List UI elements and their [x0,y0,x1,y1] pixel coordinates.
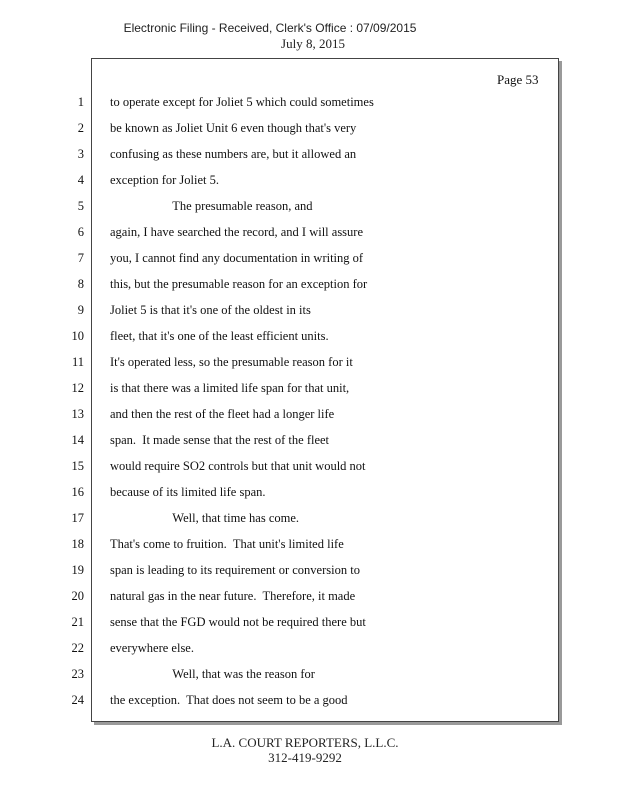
line-number: 16 [71,485,84,499]
line-text: Well, that time has come. [110,511,300,525]
line-number: 4 [77,173,84,187]
line-text: again, I have searched the record, and I will assure [110,225,364,239]
line-text: to operate except for Joliet 5 which could sometimes [110,95,374,109]
line-number: 6 [77,225,84,239]
transcript-date: July 8, 2015 [281,36,345,51]
line-text: is that there was a limited life span for that unit, [110,381,350,395]
line-number: 3 [77,147,84,161]
line-number: 24 [71,693,84,707]
page-number: Page 53 [497,72,539,87]
line-number: 7 [77,251,84,265]
line-number: 9 [77,303,84,317]
filing-stamp: Electronic Filing - Received, Clerk's Office : 07/09/2015 [123,21,417,35]
line-number: 23 [71,667,84,681]
line-text: It's operated less, so the presumable reason for it [110,355,353,369]
line-text: and then the rest of the fleet had a longer life [110,407,335,421]
line-text: everywhere else. [110,641,194,655]
line-text: natural gas in the near future. Therefore, it made [110,589,356,603]
line-number: 8 [77,277,84,291]
line-number: 14 [71,433,84,447]
line-number: 13 [71,407,84,421]
line-text: span. It made sense that the rest of the fleet [110,433,330,447]
line-number: 20 [71,589,84,603]
line-text: because of its limited life span. [110,485,266,499]
line-number: 1 [77,95,84,109]
reporter-phone: 312-419-9292 [268,750,342,765]
line-text: be known as Joliet Unit 6 even though that's very [110,121,357,135]
line-text: exception for Joliet 5. [110,173,219,187]
line-text: confusing as these numbers are, but it allowed an [110,147,357,161]
line-text: span is leading to its requirement or conversion to [110,563,360,577]
line-text: That's come to fruition. That unit's limited life [110,537,344,551]
line-text: the exception. That does not seem to be a good [110,693,348,707]
line-number: 19 [71,563,84,577]
reporter-company: L.A. COURT REPORTERS, L.L.C. [211,735,399,750]
line-text: Joliet 5 is that it's one of the oldest in its [110,303,311,317]
line-number: 22 [71,641,84,655]
line-number: 12 [71,381,84,395]
line-text: you, I cannot find any documentation in writing of [110,251,364,265]
line-number: 10 [71,329,84,343]
line-number: 17 [71,511,84,525]
line-text: this, but the presumable reason for an exception for [110,277,368,291]
line-text: sense that the FGD would not be required there but [110,615,366,629]
line-text: The presumable reason, and [110,199,313,213]
line-text: Well, that was the reason for [110,667,315,681]
line-text: fleet, that it's one of the least efficient units. [110,329,329,343]
line-number: 18 [71,537,84,551]
line-number: 21 [71,615,84,629]
line-number: 15 [71,459,84,473]
line-number: 11 [71,355,84,369]
line-text: would require SO2 controls but that unit would not [110,459,366,473]
line-number: 5 [77,199,84,213]
line-number: 2 [77,121,84,135]
